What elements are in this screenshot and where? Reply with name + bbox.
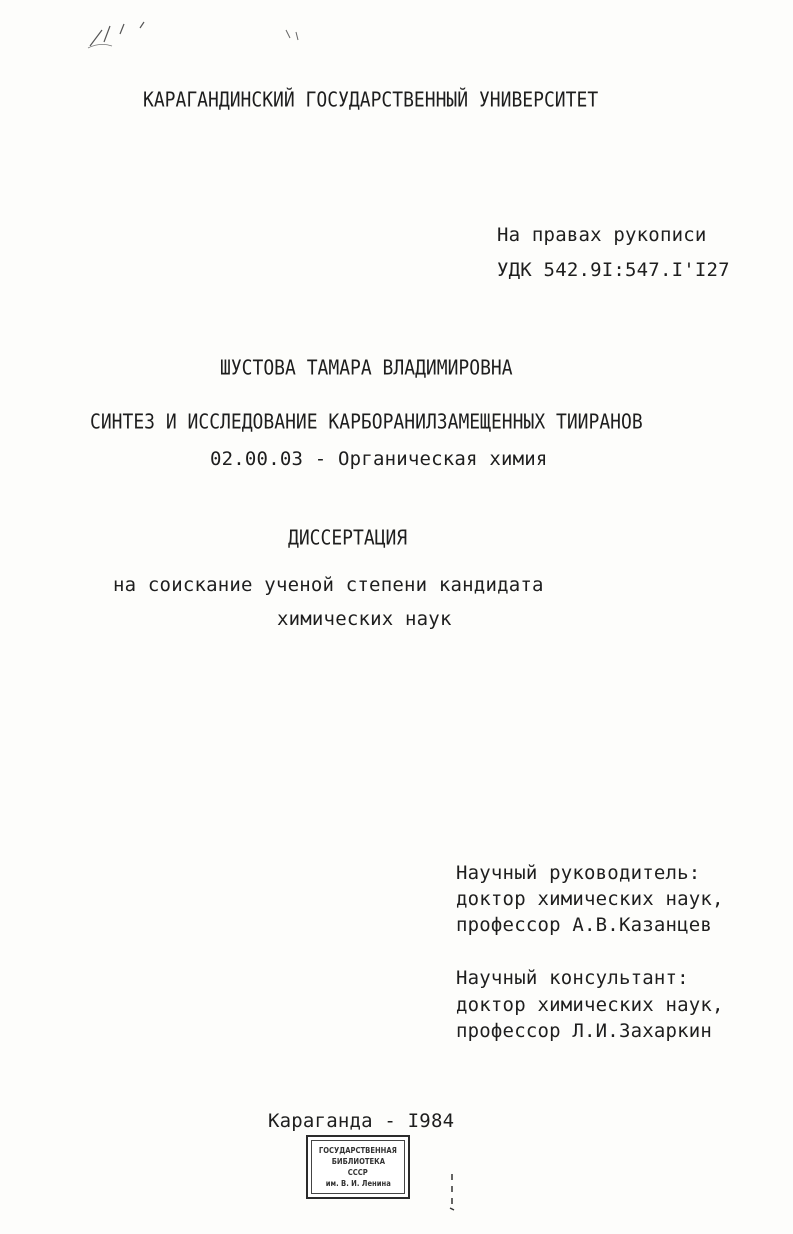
handwritten-mark-icon <box>80 12 170 52</box>
library-stamp-frame <box>311 1140 405 1194</box>
stamp-line-3: СССР <box>348 1168 368 1177</box>
thesis-specialty: 02.00.03 - Органическая химия <box>210 448 548 470</box>
degree-line-1: на соискание ученой степени кандидата <box>113 574 544 596</box>
udc-code: УДК 542.9I:547.I'I27 <box>497 259 730 281</box>
author-name: ШУСТОВА ТАМАРА ВЛАДИМИРОВНА <box>220 356 513 381</box>
stamp-line-4: им. В. И. Ленина <box>325 1179 391 1188</box>
faint-mark-icon <box>282 26 312 46</box>
thesis-type: ДИССЕРТАЦИЯ <box>288 526 408 551</box>
margin-mark-icon <box>448 1172 456 1212</box>
consultant-degree: доктор химических наук, <box>456 994 724 1016</box>
supervisor-role: Научный руководитель: <box>456 862 701 884</box>
consultant-name: профессор Л.И.Захаркин <box>456 1020 713 1042</box>
manuscript-rights: На правах рукописи <box>497 224 707 246</box>
degree-line-2: химических наук <box>277 608 452 630</box>
thesis-title: СИНТЕЗ И ИССЛЕДОВАНИЕ КАРБОРАНИЛЗАМЕЩЕННЫХ ТИИРАНОВ <box>90 410 643 435</box>
stamp-line-2: БИБЛИОТЕКА <box>331 1157 385 1166</box>
university-name: КАРАГАНДИНСКИЙ ГОСУДАРСТВЕННЫЙ УНИВЕРСИТЕТ <box>143 88 599 113</box>
supervisor-name: профессор А.В.Казанцев <box>456 914 713 936</box>
consultant-role: Научный консультант: <box>456 967 689 989</box>
supervisor-degree: доктор химических наук, <box>456 888 724 910</box>
library-stamp <box>306 1135 410 1199</box>
stamp-line-1: ГОСУДАРСТВЕННАЯ <box>319 1146 397 1155</box>
place-year: Караганда - I984 <box>268 1110 455 1132</box>
